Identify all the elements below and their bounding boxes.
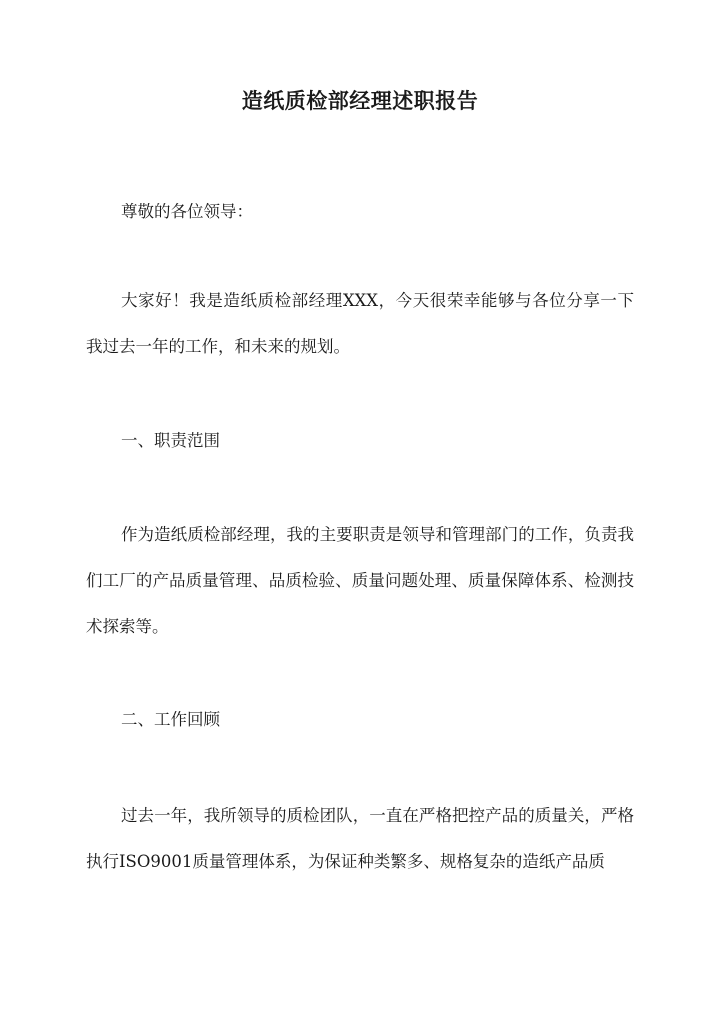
section-heading-responsibilities: 一、职责范围 [121, 431, 220, 450]
intro-paragraph: 大家好！我是造纸质检部经理XXX，今天很荣幸能够与各位分享一下我过去一年的工作，和未来的规划。 [86, 291, 634, 356]
salutation-paragraph: 尊敬的各位领导： [121, 202, 253, 221]
section-heading-work-review: 二、工作回顾 [121, 710, 220, 729]
document-title: 造纸质检部经理述职报告 [241, 88, 479, 113]
work-review-paragraph: 过去一年，我所领导的质检团队，一直在严格把控产品的质量关，严格执行ISO9001质量管理体系，为保证种类繁多、规格复杂的造纸产品质 [86, 806, 634, 871]
responsibilities-paragraph: 作为造纸质检部经理，我的主要职责是领导和管理部门的工作，负责我们工厂的产品质量管理、品质检验、质量问题处理、质量保障体系、检测技术探索等。 [86, 525, 634, 636]
